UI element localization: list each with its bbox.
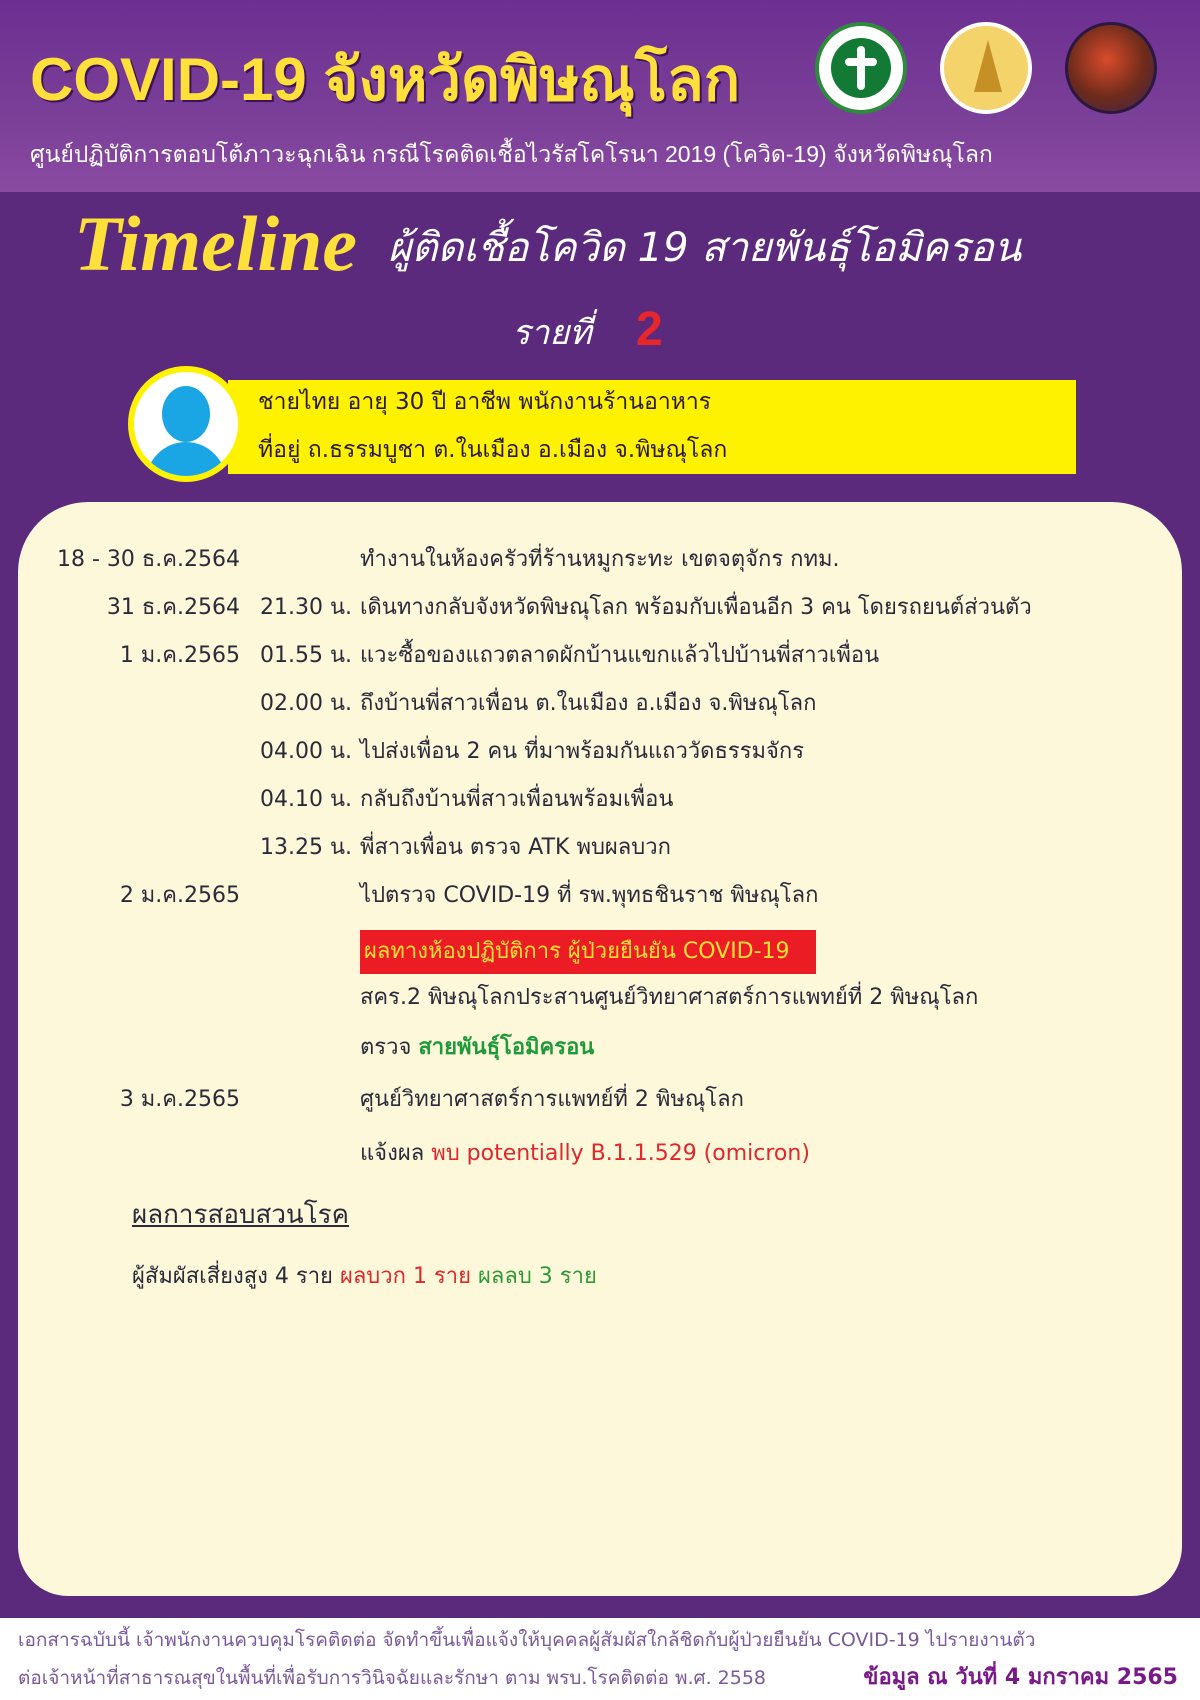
event-text: พี่สาวเพื่อน ตรวจ ATK พบผลบวก bbox=[360, 835, 671, 860]
rooster-emblem-icon bbox=[1065, 22, 1157, 114]
case-label: รายที่ bbox=[512, 313, 592, 353]
event-time: 01.55 น. bbox=[260, 643, 353, 668]
report-finding: พบ potentially B.1.1.529 (omicron) bbox=[431, 1141, 810, 1166]
event-time: 04.10 น. bbox=[260, 787, 353, 812]
event-time: 02.00 น. bbox=[260, 691, 353, 716]
event-date: 3 ม.ค.2565 bbox=[119, 1087, 240, 1112]
case-number: 2 bbox=[636, 303, 663, 356]
event-time: 21.30 น. bbox=[260, 595, 353, 620]
province-seal-icon bbox=[940, 22, 1032, 114]
event-text: ทำงานในห้องครัวที่ร้านหมูกระทะ เขตจตุจักร กทม. bbox=[360, 547, 840, 572]
event-time: 13.25 น. bbox=[260, 835, 353, 860]
report-prefix: แจ้งผล bbox=[360, 1141, 425, 1166]
footer-note-line1: เอกสารฉบับนี้ เจ้าพนักงานควบคุมโรคติดต่อ จัดทำขึ้นเพื่อแจ้งให้บุคคลผู้สัมผัสใกล้ชิดกับผู้ป่วยยืนยัน COVID-19 ไปรายงานตัว bbox=[18, 1629, 1036, 1651]
negative-count: ผลลบ 3 ราย bbox=[478, 1264, 597, 1289]
moph-emblem-icon bbox=[815, 22, 907, 114]
contacts-prefix: ผู้สัมผัสเสี่ยงสูง 4 ราย bbox=[132, 1264, 333, 1289]
check-prefix: ตรวจ bbox=[360, 1035, 412, 1060]
variant-check bbox=[360, 1028, 1160, 1068]
event-text: เดินทางกลับจังหวัดพิษณุโลก พร้อมกับเพื่อนอีก 3 คน โดยรถยนต์ส่วนตัว bbox=[360, 595, 1032, 620]
timeline-word: Timeline bbox=[74, 200, 358, 287]
event-text: กลับถึงบ้านพี่สาวเพื่อนพร้อมเพื่อน bbox=[360, 787, 674, 812]
event-date: 31 ธ.ค.2564 bbox=[106, 595, 240, 620]
header-subtitle: ศูนย์ปฏิบัติการตอบโต้ภาวะฉุกเฉิน กรณีโรคติดเชื้อไวรัสโคโรนา 2019 (โควิด-19) จังหวัดพิษณุโลก bbox=[30, 141, 993, 167]
event-date: 2 ม.ค.2565 bbox=[119, 883, 240, 908]
event-time: 04.00 น. bbox=[260, 739, 353, 764]
event-text: ถึงบ้านพี่สาวเพื่อน ต.ในเมือง อ.เมือง จ.พิษณุโลก bbox=[360, 691, 817, 716]
footer-note-line2: ต่อเจ้าหน้าที่สาธารณสุขในพื้นที่เพื่อรับการวินิจฉัยและรักษา ตาม พรบ.โรคติดต่อ พ.ศ. 2558 bbox=[18, 1667, 767, 1689]
omicron-highlight: สายพันธุ์โอมิครอน bbox=[418, 1035, 595, 1060]
event-date: 1 ม.ค.2565 bbox=[119, 643, 240, 668]
timeline-description: ผู้ติดเชื้อโควิด 19 สายพันธุ์โอมิครอน bbox=[388, 225, 1022, 271]
data-date: ข้อมูล ณ วันที่ 4 มกราคม 2565 bbox=[863, 1665, 1178, 1690]
report-line bbox=[360, 1134, 1160, 1174]
person-avatar-icon bbox=[128, 366, 244, 482]
event-text: แวะซื้อของแถวตลาดผักบ้านแขกแล้วไปบ้านพี่สาวเพื่อน bbox=[360, 643, 880, 668]
event-date: 18 - 30 ธ.ค.2564 bbox=[56, 547, 240, 572]
positive-count: ผลบวก 1 ราย bbox=[339, 1264, 471, 1289]
contacts-summary bbox=[132, 1256, 832, 1298]
main-title: COVID-19 จังหวัดพิษณุโลก bbox=[30, 46, 741, 113]
lab-result-badge: ผลทางห้องปฏิบัติการ ผู้ป่วยยืนยัน COVID-19 bbox=[360, 930, 816, 974]
investigation-title: ผลการสอบสวนโรค bbox=[132, 1200, 350, 1230]
event-text: ไปส่งเพื่อน 2 คน ที่มาพร้อมกันแถววัดธรรมจักร bbox=[360, 739, 805, 764]
patient-profile: ชายไทย อายุ 30 ปี อาชีพ พนักงานร้านอาหาร bbox=[258, 389, 712, 415]
event-text: ไปตรวจ COVID-19 ที่ รพ.พุทธชินราช พิษณุโลก bbox=[360, 883, 819, 908]
patient-address: ที่อยู่ ถ.ธรรมบูชา ต.ในเมือง อ.เมือง จ.พิษณุโลก bbox=[258, 437, 728, 463]
event-text: ศูนย์วิทยาศาสตร์การแพทย์ที่ 2 พิษณุโลก bbox=[360, 1087, 744, 1112]
coordination-note: สคร.2 พิษณุโลกประสานศูนย์วิทยาศาสตร์การแพทย์ที่ 2 พิษณุโลก bbox=[360, 985, 979, 1010]
